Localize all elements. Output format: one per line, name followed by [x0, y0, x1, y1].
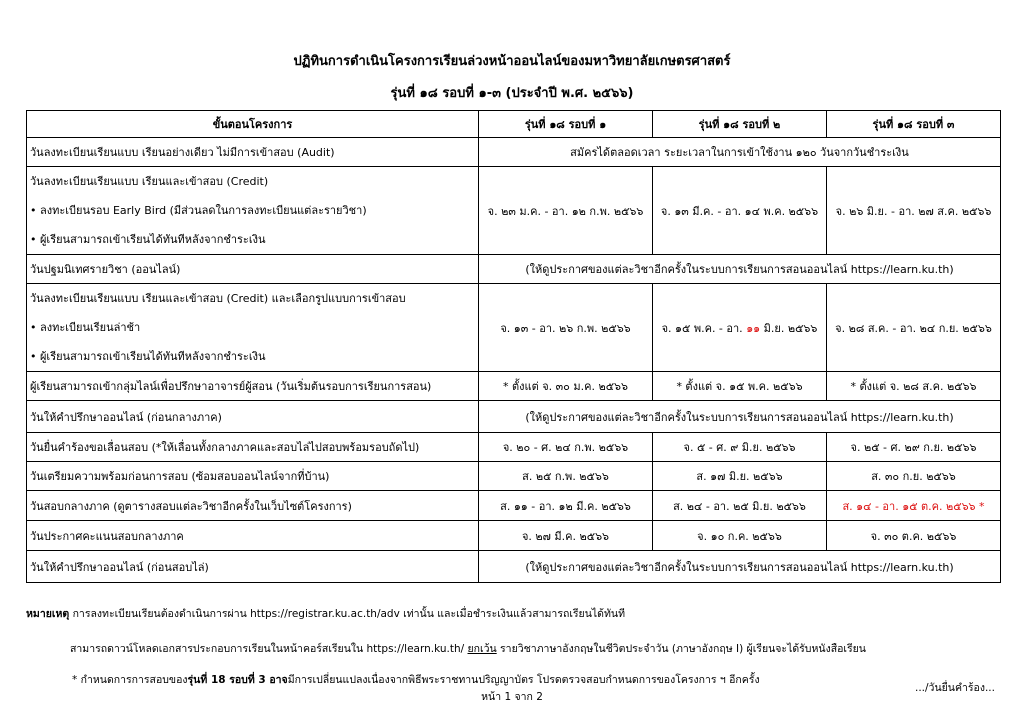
header-round-3: รุ่นที่ ๑๘ รอบที่ ๓: [827, 111, 1001, 138]
prep-round-3: ส. ๓๐ ก.ย. ๒๕๖๖: [827, 462, 1001, 491]
consult-midterm-span-cell: (ให้ดูประกาศของแต่ละวิชาอีกครั้งในระบบการเรียนการสอนออนไลน์ https://learn.ku.th): [479, 401, 1001, 433]
page-number: หน้า 1 จาก 2: [481, 691, 543, 703]
continue-marker: .../วันยื่นคำร้อง...: [915, 682, 995, 694]
note-label: หมายเหตุ: [26, 608, 70, 620]
row-label-late-credit: วันลงทะเบียนเรียนแบบ เรียนและเข้าสอบ (Credit) และเลือกรูปแบบการเข้าสอบ: [30, 292, 406, 305]
table-row: [27, 255, 1001, 284]
group-round-3: * ตั้งแต่ จ. ๒๘ ส.ค. ๒๕๖๖: [827, 372, 1001, 401]
prep-round-2: ส. ๑๗ มิ.ย. ๒๕๖๖: [653, 462, 827, 491]
table-row: [27, 491, 1001, 521]
note-line-1: [26, 605, 625, 622]
midterm-round-1: ส. ๑๑ - อา. ๑๒ มี.ค. ๒๕๖๖: [479, 491, 653, 521]
row-label-audit: วันลงทะเบียนเรียนแบบ เรียนอย่างเดียว ไม่มีการเข้าสอบ (Audit): [27, 138, 479, 167]
note-registration-text: การลงทะเบียนเรียนต้องดำเนินการผ่าน https://registrar.ku.ac.th/adv เท่านั้น และเมื่อชำระเงินแล้วสามารถเรียนได้ทันที: [72, 608, 626, 620]
credit-round-3: จ. ๒๖ มิ.ย. - อา. ๒๗ ส.ค. ๒๕๖๖: [827, 167, 1001, 255]
table-row: [27, 462, 1001, 491]
note-download-text: สามารถดาวน์โหลดเอกสารประกอบการเรียนในหน้าคอร์สเรียนใน https://learn.ku.th/: [70, 643, 465, 655]
table-header-row: [27, 111, 1001, 138]
header-round-1: รุ่นที่ ๑๘ รอบที่ ๑: [479, 111, 653, 138]
group-round-2: * ตั้งแต่ จ. ๑๕ พ.ค. ๒๕๖๖: [653, 372, 827, 401]
note-round-3-bold: รุ่นที่ 18 รอบที่ 3 อาจ: [187, 674, 288, 686]
postpone-round-2: จ. ๕ - ศ. ๙ มิ.ย. ๒๕๖๖: [653, 433, 827, 462]
page-title: ปฏิทินการดำเนินโครงการเรียนล่วงหน้าออนไลน์ของมหาวิทยาลัยเกษตรศาสตร์: [293, 54, 731, 69]
results-round-1: จ. ๒๗ มี.ค. ๒๕๖๖: [479, 521, 653, 551]
midterm-round-2: ส. ๒๔ - อา. ๒๕ มิ.ย. ๒๕๖๖: [653, 491, 827, 521]
postpone-round-1: จ. ๒๐ - ศ. ๒๔ ก.พ. ๒๕๖๖: [479, 433, 653, 462]
table-row: [27, 167, 1001, 255]
note-textbook-text: รายวิชาภาษาอังกฤษในชีวิตประจำวัน (ภาษาอังกฤษ I) ผู้เรียนจะได้รับหนังสือเรียน: [500, 643, 866, 655]
results-round-2: จ. ๑๐ ก.ค. ๒๕๖๖: [653, 521, 827, 551]
row-sub-immediate: • ผู้เรียนสามารถเข้าเรียนได้ทันทีหลังจากชำระเงิน: [30, 233, 266, 246]
table-row: [27, 138, 1001, 167]
group-round-1: * ตั้งแต่ จ. ๓๐ ม.ค. ๒๕๖๖: [479, 372, 653, 401]
row-label-consult-final: วันให้คำปรึกษาออนไลน์ (ก่อนสอบไล่): [27, 551, 479, 583]
row-label-midterm: วันสอบกลางภาค (ดูตารางสอบแต่ละวิชาอีกครั้งในเว็บไซต์โครงการ): [27, 491, 479, 521]
credit-round-2: จ. ๑๓ มี.ค. - อา. ๑๔ พ.ค. ๒๕๖๖: [653, 167, 827, 255]
table-row: [27, 551, 1001, 583]
late-round-3: จ. ๒๘ ส.ค. - อา. ๒๔ ก.ย. ๒๕๖๖: [827, 284, 1001, 372]
note-exam-change-text: มีการเปลี่ยนแปลงเนื่องจากพิธีพระราชทานปริญญาบัตร โปรดตรวจสอบกำหนดการของโครงการ ฯ อีกครั้ง: [287, 674, 760, 686]
table-row: [27, 521, 1001, 551]
row-sub-immediate-2: • ผู้เรียนสามารถเข้าเรียนได้ทันทีหลังจากชำระเงิน: [30, 350, 266, 363]
row-label-exam-prep: วันเตรียมความพร้อมก่อนการสอบ (ซ้อมสอบออนไลน์จากที่บ้าน): [27, 462, 479, 491]
note-line-3: [72, 671, 760, 688]
table-row: [27, 372, 1001, 401]
late-round-2-end: มิ.ย. ๒๕๖๖: [763, 321, 818, 335]
note-except-word: ยกเว้น: [467, 643, 497, 655]
header-step: ขั้นตอนโครงการ: [27, 111, 479, 138]
credit-round-1: จ. ๒๓ ม.ค. - อา. ๑๒ ก.พ. ๒๕๖๖: [479, 167, 653, 255]
row-sub-late: • ลงทะเบียนเรียนล่าช้า: [30, 321, 141, 334]
table-row: [27, 433, 1001, 462]
page-subtitle: รุ่นที่ ๑๘ รอบที่ ๑-๓ (ประจำปี พ.ศ. ๒๕๖๖): [390, 86, 634, 101]
midterm-round-3: ส. ๑๔ - อา. ๑๕ ต.ค. ๒๕๖๖ *: [827, 491, 1001, 521]
postpone-round-3: จ. ๒๕ - ศ. ๒๙ ก.ย. ๒๕๖๖: [827, 433, 1001, 462]
row-label-postpone: วันยื่นคำร้องขอเลื่อนสอบ (*ให้เลื่อนทั้งกลางภาคและสอบไล่ไปสอบพร้อมรอบถัดไป): [27, 433, 479, 462]
row-label-midterm-results: วันประกาศคะแนนสอบกลางภาค: [27, 521, 479, 551]
row-label-credit: วันลงทะเบียนเรียนแบบ เรียนและเข้าสอบ (Credit): [30, 175, 269, 188]
late-round-2-highlight: ๑๑: [746, 321, 761, 335]
late-round-1: จ. ๑๓ - อา. ๒๖ ก.พ. ๒๕๖๖: [479, 284, 653, 372]
header-round-2: รุ่นที่ ๑๘ รอบที่ ๒: [653, 111, 827, 138]
results-round-3: จ. ๓๐ ต.ค. ๒๕๖๖: [827, 521, 1001, 551]
row-sub-early-bird: • ลงทะเบียนรอบ Early Bird (มีส่วนลดในการลงทะเบียนแต่ละรายวิชา): [30, 204, 367, 217]
schedule-table: [26, 110, 1001, 583]
table-row: [27, 284, 1001, 372]
consult-final-span-cell: (ให้ดูประกาศของแต่ละวิชาอีกครั้งในระบบการเรียนการสอนออนไลน์ https://learn.ku.th): [479, 551, 1001, 583]
row-label-line-group: ผู้เรียนสามารถเข้ากลุ่มไลน์เพื่อปรึกษาอาจารย์ผู้สอน (วันเริ่มต้นรอบการเรียนการสอน): [27, 372, 479, 401]
late-round-2-start: จ. ๑๕ พ.ค. - อา.: [661, 321, 743, 335]
prep-round-1: ส. ๒๕ ก.พ. ๒๕๖๖: [479, 462, 653, 491]
orientation-span-cell: (ให้ดูประกาศของแต่ละวิชาอีกครั้งในระบบการเรียนการสอนออนไลน์ https://learn.ku.th): [479, 255, 1001, 284]
row-label-consult-midterm: วันให้คำปรึกษาออนไลน์ (ก่อนกลางภาค): [27, 401, 479, 433]
table-row: [27, 401, 1001, 433]
audit-span-cell: สมัครได้ตลอดเวลา ระยะเวลาในการเข้าใช้งาน ๑๒๐ วันจากวันชำระเงิน: [479, 138, 1001, 167]
row-label-orientation: วันปฐมนิเทศรายวิชา (ออนไลน์): [27, 255, 479, 284]
late-round-2: [653, 284, 827, 372]
note-exam-change-prefix: * กำหนดการการสอบของ: [72, 674, 188, 686]
note-line-2: [70, 640, 866, 657]
